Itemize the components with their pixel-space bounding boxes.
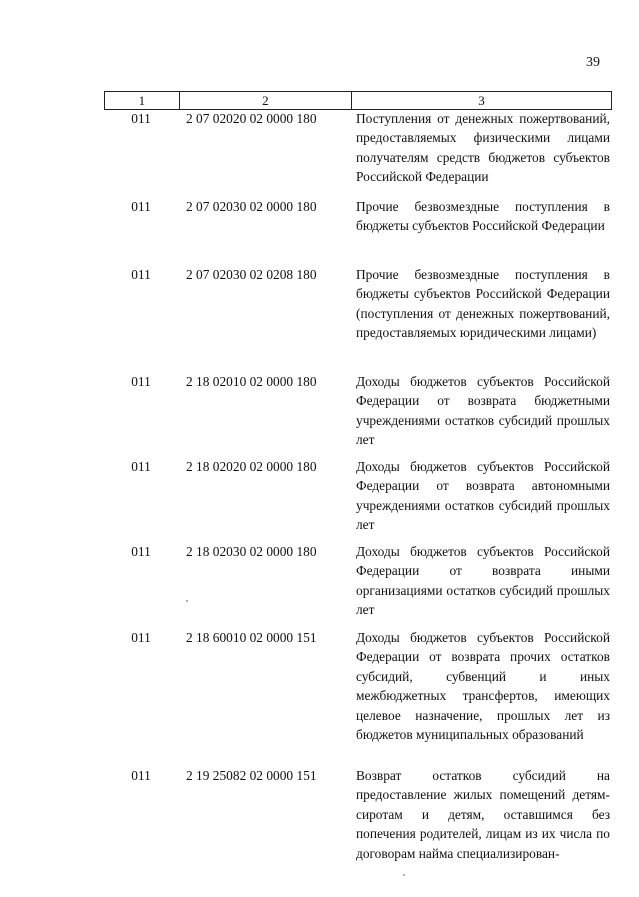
table-row bbox=[104, 457, 612, 535]
page-number: 39 bbox=[586, 55, 600, 70]
admin-code: 011 bbox=[131, 199, 151, 214]
header-col-1: 1 bbox=[105, 92, 180, 109]
table-row bbox=[104, 372, 612, 450]
admin-code: 011 bbox=[131, 111, 151, 126]
admin-code: 011 bbox=[131, 374, 151, 389]
header-col-3: 3 bbox=[352, 92, 612, 109]
kbk-code: 2 19 25082 02 0000 151 bbox=[186, 768, 317, 783]
table-row bbox=[104, 766, 612, 863]
row-description: Доходы бюджетов субъектов Российской Федерации от возврата бюджетными учреждениями остатков субсидий прошлых лет bbox=[356, 374, 610, 448]
table-row bbox=[104, 265, 612, 343]
row-description: Возврат остатков субсидий на предоставление жилых помещений детям-сиротам и детям, оставшимся без попечения родителей, лицам из их числа по договорам найма специализирован- bbox=[356, 768, 610, 861]
admin-code: 011 bbox=[131, 768, 151, 783]
row-description: Прочие безвозмездные поступления в бюджеты субъектов Российской Федерации bbox=[356, 199, 610, 234]
kbk-code: 2 07 02030 02 0000 180 bbox=[186, 199, 317, 214]
row-description: Доходы бюджетов субъектов Российской Федерации от возврата прочих остатков субсидий, субвенций и иных межбюджетных трансфертов, имеющих целевое назначение, прошлых лет из бюджетов муниципальных образований bbox=[356, 630, 610, 743]
scan-speck bbox=[186, 600, 188, 602]
budget-codes-table bbox=[104, 91, 612, 861]
table-row bbox=[104, 628, 612, 744]
table-row bbox=[104, 109, 612, 187]
kbk-code: 2 07 02020 02 0000 180 bbox=[186, 111, 317, 126]
scan-speck bbox=[403, 874, 405, 876]
admin-code: 011 bbox=[131, 544, 151, 559]
kbk-code: 2 18 02010 02 0000 180 bbox=[186, 374, 317, 389]
row-description: Прочие безвозмездные поступления в бюджеты субъектов Российской Федерации (поступления от денежных пожертвований, предоставляемых юридическими лицами) bbox=[356, 267, 610, 341]
admin-code: 011 bbox=[131, 459, 151, 474]
admin-code: 011 bbox=[131, 267, 151, 282]
row-description: Доходы бюджетов субъектов Российской Федерации от возврата автономными учреждениями остатков субсидий прошлых лет bbox=[356, 459, 610, 533]
admin-code: 011 bbox=[131, 630, 151, 645]
kbk-code: 2 18 60010 02 0000 151 bbox=[186, 630, 317, 645]
header-col-2: 2 bbox=[180, 92, 352, 109]
row-description: Доходы бюджетов субъектов Российской Федерации от возврата иными организациями остатков субсидий прошлых лет bbox=[356, 544, 610, 618]
table-row bbox=[104, 197, 612, 236]
table-row bbox=[104, 542, 612, 620]
row-description: Поступления от денежных пожертвований, предоставляемых физическими лицами получателям средств бюджетов субъектов Российской Федерации bbox=[356, 111, 610, 185]
table-header bbox=[104, 91, 612, 110]
kbk-code: 2 07 02030 02 0208 180 bbox=[186, 267, 317, 282]
kbk-code: 2 18 02030 02 0000 180 bbox=[186, 544, 317, 559]
kbk-code: 2 18 02020 02 0000 180 bbox=[186, 459, 317, 474]
